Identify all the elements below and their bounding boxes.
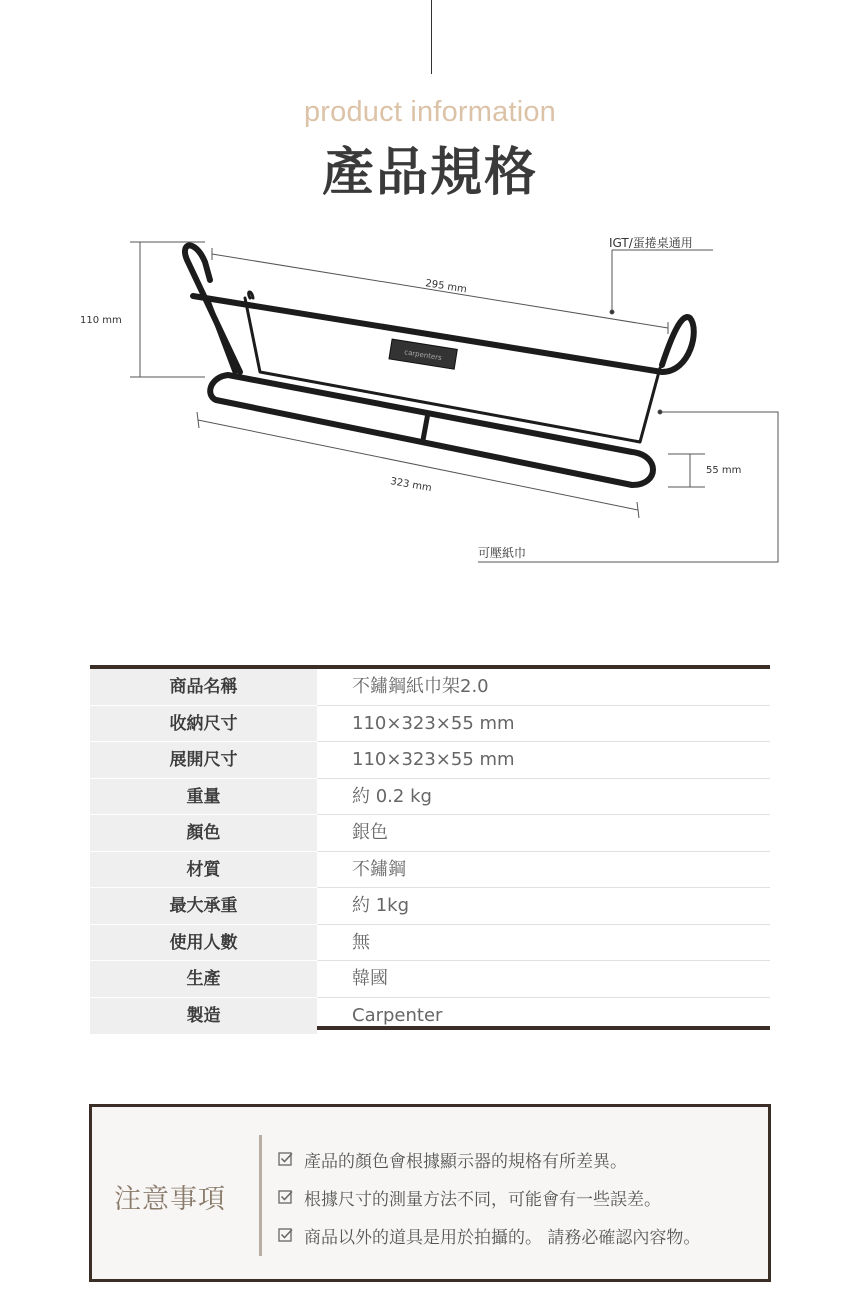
height-dimension	[130, 242, 205, 377]
depth-label: 55 mm	[706, 465, 742, 476]
spec-row	[90, 815, 770, 852]
spec-label: 展開尺寸	[90, 742, 317, 779]
checkbox-icon	[278, 1189, 294, 1205]
spec-value: 不鏽鋼紙巾架2.0	[317, 669, 770, 706]
notice-box	[89, 1104, 771, 1282]
spec-row	[90, 961, 770, 998]
brand-tag	[389, 339, 457, 369]
spec-row	[90, 706, 770, 743]
spec-label: 製造	[90, 998, 317, 1035]
spec-label: 材質	[90, 852, 317, 889]
checkbox-icon	[278, 1151, 294, 1167]
spec-value: Carpenter	[352, 1004, 443, 1026]
compatibility-label: IGT/蛋捲桌通用	[609, 236, 693, 250]
spec-label: 商品名稱	[90, 669, 317, 706]
height-label: 110 mm	[80, 315, 122, 326]
spec-value: 無	[317, 925, 770, 962]
bottom-length-label: 323 mm	[389, 476, 433, 495]
brand-tag-label: carpenters	[403, 348, 443, 363]
spec-label: 使用人數	[90, 925, 317, 962]
depth-dimension	[668, 454, 705, 487]
notice-divider	[259, 1135, 262, 1256]
spec-label: 最大承重	[90, 888, 317, 925]
compatibility-callout-line	[610, 250, 713, 314]
bottom-length-dimension	[197, 412, 639, 518]
spec-row	[90, 888, 770, 925]
spec-row	[90, 779, 770, 816]
notice-text: 根據尺寸的測量方法不同，可能會有一些誤差。	[304, 1189, 661, 1210]
spec-row	[90, 742, 770, 779]
notice-title: 注意事項	[114, 1184, 226, 1215]
page-title: 產品規格	[321, 143, 538, 203]
notice-item	[278, 1140, 700, 1178]
spec-label: 重量	[90, 779, 317, 816]
spec-value: 銀色	[317, 815, 770, 852]
spec-value: 110×323×55 mm	[317, 742, 770, 779]
notice-text: 商品以外的道具是用於拍攝的。 請務必確認內容物。	[304, 1227, 701, 1248]
page-subtitle: product information	[303, 96, 557, 128]
notice-text: 產品的顏色會根據顯示器的規格有所差異。	[304, 1151, 627, 1172]
spec-value: 約 0.2 kg	[317, 779, 770, 816]
product-dimension-diagram	[0, 220, 860, 580]
top-length-label: 295 mm	[424, 278, 468, 296]
feature-label: 可壓紙巾	[478, 546, 527, 560]
notice-item	[278, 1178, 700, 1216]
spec-label: 生產	[90, 961, 317, 998]
spec-row	[90, 669, 770, 706]
spec-value: 不鏽鋼	[317, 852, 770, 889]
spec-value: 110×323×55 mm	[317, 706, 770, 743]
spec-label: 收納尺寸	[90, 706, 317, 743]
notice-item	[278, 1216, 700, 1254]
spec-table	[90, 665, 770, 1030]
notice-list	[278, 1140, 700, 1254]
spec-row	[90, 925, 770, 962]
spec-value: 韓國	[317, 961, 770, 998]
top-divider-line	[431, 0, 432, 74]
spec-row	[90, 852, 770, 889]
spec-row	[90, 998, 770, 1035]
checkbox-icon	[278, 1227, 294, 1243]
spec-value: 約 1kg	[317, 888, 770, 925]
spec-label: 顏色	[90, 815, 317, 852]
